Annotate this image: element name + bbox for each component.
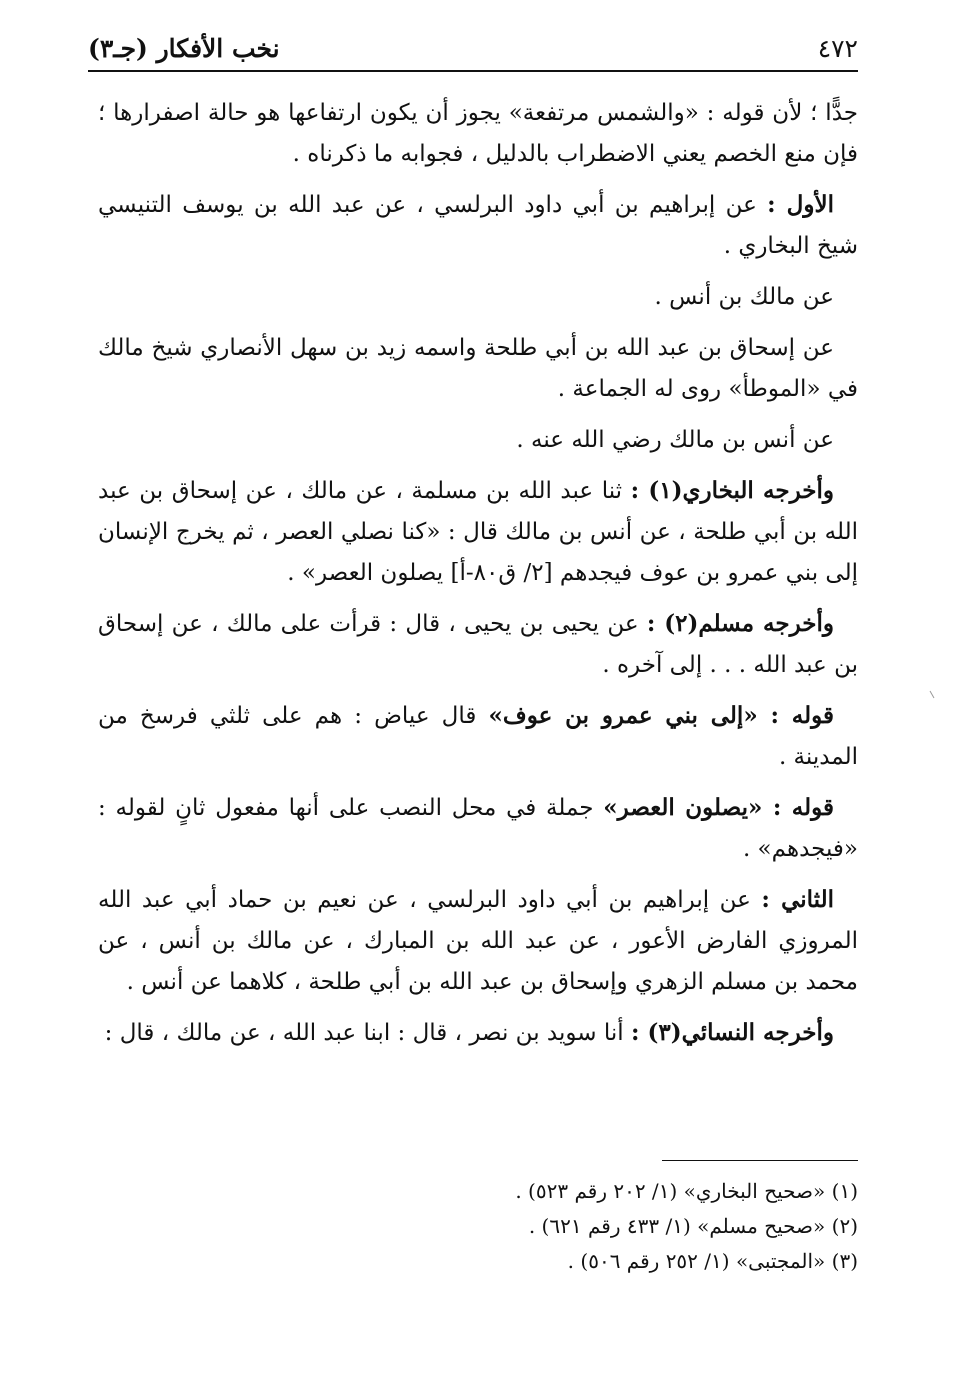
paragraph-8 [98, 695, 858, 778]
paragraph-11 [98, 1012, 858, 1054]
paragraph-3 [98, 276, 858, 318]
paragraph-lead: وأخرجه البخاري(١) : [630, 477, 834, 504]
book-title: نخب الأفكار (جـ٣) [88, 34, 280, 63]
paragraph-lead: وأخرجه مسلم(٢) : [646, 610, 835, 637]
paragraph-text: عن إسحاق بن عبد الله بن أبي طلحة واسمه زيد بن سهل الأنصاري شيخ مالك في «الموطأ» روى له الجماعة . [98, 335, 858, 402]
paragraph-text: جدًّا ؛ لأن قوله : «والشمس مرتفعة» يجوز أن يكون ارتفاعها هو حالة اصفرارها ؛ فإن منع الخصم يعني الاضطراب بالدليل ، فجوابه ما ذكرناه . [98, 100, 858, 167]
footnote-1: (١) «صحيح البخاري» (١/ ٢٠٢ رقم ٥٢٣) . [515, 1179, 858, 1203]
paragraph-text: عن إبراهيم بن أبي داود البرلسي ، عن عبد الله بن يوسف التنيسي شيخ البخاري . [98, 192, 858, 259]
paragraph-text: ثنا عبد الله بن مسلمة ، عن مالك ، عن إسحاق بن عبد الله بن أبي طلحة ، عن أنس بن مالك قال : «كنا نصلي العصر ، ثم يخرج الإنسان إلى بني عمرو بن عوف فيجدهم [٢/ ق٨٠-أ] يصلون العصر» . [98, 478, 858, 586]
paragraph-9 [98, 787, 858, 870]
paragraph-text: عن أنس بن مالك رضي الله عنه . [516, 427, 834, 453]
footnote-2: (٢) «صحيح مسلم» (١/ ٤٣٣ رقم ٦٢١) . [528, 1214, 858, 1238]
paragraph-10 [98, 879, 858, 1003]
margin-mark [930, 691, 935, 698]
page-header [88, 34, 858, 72]
paragraph-text: عن مالك بن أنس . [654, 284, 834, 310]
page-number: ٤٧٢ [817, 34, 858, 63]
footnote-divider [662, 1160, 858, 1161]
paragraph-7 [98, 603, 858, 686]
paragraph-4 [98, 327, 858, 410]
footnote-3: (٣) «المجتبى» (١/ ٢٥٢ رقم ٥٠٦) . [567, 1249, 858, 1273]
paragraph-lead: الأول : [767, 191, 834, 218]
paragraph-text: أنا سويد بن نصر ، قال : ابنا عبد الله ، عن مالك ، قال : [104, 1020, 624, 1046]
footnotes [98, 1174, 858, 1279]
paragraph-text: عن يحيى بن يحيى ، قال : قرأت على مالك ، عن إسحاق بن عبد الله . . . إلى آخره . [98, 611, 858, 678]
paragraph-lead: وأخرجه النسائي(٣) : [630, 1019, 834, 1046]
paragraph-lead: قوله : «إلى بني عمرو بن عوف» [488, 702, 834, 729]
paragraph-text: عن إبراهيم بن أبي داود البرلسي ، عن نعيم بن حماد أبي عبد الله المروزي الفارض الأعور ، عن عبد الله بن المبارك ، عن مالك بن أنس ، عن محمد بن مسلم الزهري وإسحاق بن عبد الله بن أبي طلحة ، كلاهما عن أنس . [98, 887, 858, 995]
main-text [98, 92, 858, 1063]
paragraph-1 [98, 92, 858, 175]
paragraph-text: قال عياض : هم على ثلثي فرسخ من المدينة . [98, 703, 858, 770]
paragraph-6 [98, 470, 858, 594]
paragraph-lead: الثاني : [761, 886, 834, 913]
paragraph-5 [98, 419, 858, 461]
paragraph-2 [98, 184, 858, 267]
paragraph-lead: قوله : «يصلون العصر» [603, 794, 835, 821]
paragraph-text: جملة في محل النصب على أنها مفعول ثانٍ لقوله : «فيجدهم» . [98, 795, 858, 862]
